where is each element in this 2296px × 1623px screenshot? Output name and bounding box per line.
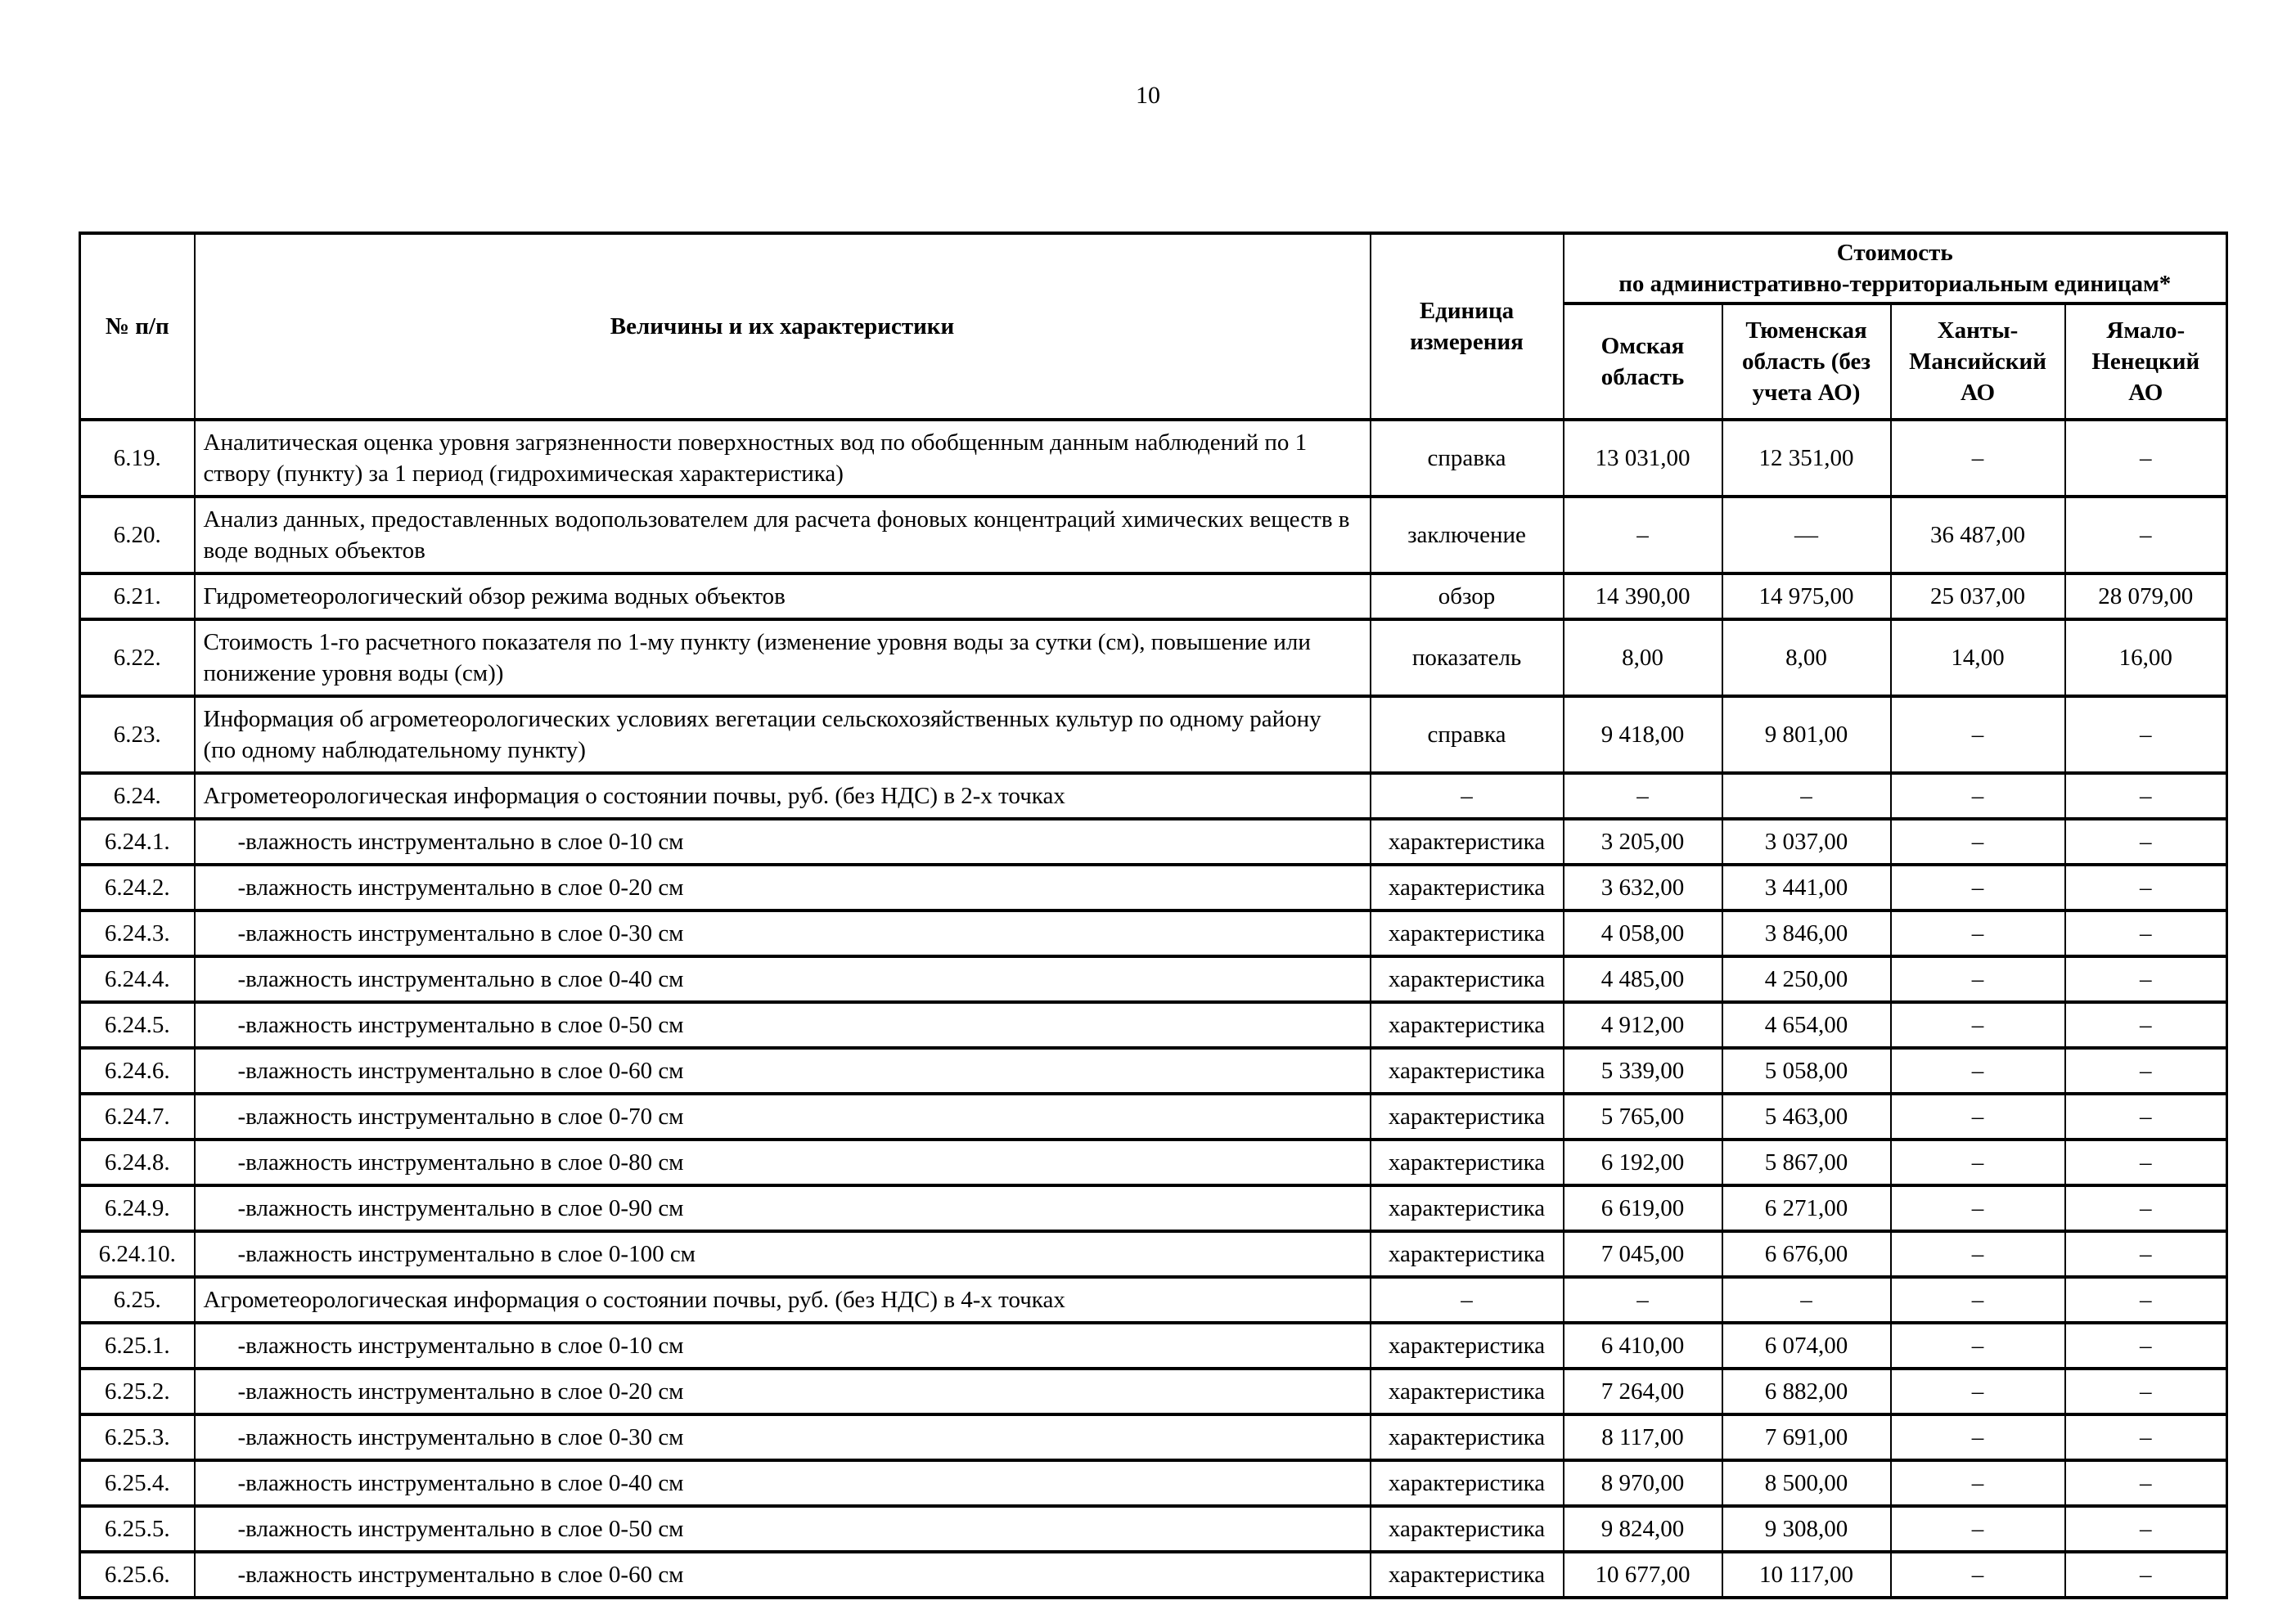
row-number-cell: 6.24.7. (80, 1094, 195, 1140)
value-cell-yamal: – (2065, 1231, 2227, 1277)
value-cell-yamal: – (2065, 1094, 2227, 1140)
header-desc-col: Величины и их характеристики (195, 233, 1371, 420)
value-cell-khanty: – (1891, 819, 2065, 865)
unit-cell: характеристика (1371, 1552, 1564, 1598)
description-cell: -влажность инструментально в слое 0-30 см (195, 1414, 1371, 1460)
value-cell-tyumen: 6 074,00 (1722, 1323, 1891, 1369)
table-row (80, 1277, 2227, 1323)
table-row (80, 1231, 2227, 1277)
table-row (80, 1460, 2227, 1506)
value-cell-khanty: – (1891, 1323, 2065, 1369)
header-region-tyumen: Тюменская область (без учета АО) (1722, 303, 1891, 420)
value-cell-omsk: 9 824,00 (1564, 1506, 1722, 1552)
value-cell-tyumen: — (1722, 497, 1891, 573)
unit-cell: характеристика (1371, 1506, 1564, 1552)
value-cell-yamal: – (2065, 497, 2227, 573)
value-cell-khanty: 25 037,00 (1891, 573, 2065, 619)
value-cell-khanty: – (1891, 1506, 2065, 1552)
value-cell-yamal: – (2065, 420, 2227, 497)
value-cell-yamal: – (2065, 1506, 2227, 1552)
description-cell: -влажность инструментально в слое 0-40 см (195, 1460, 1371, 1506)
row-number-cell: 6.23. (80, 696, 195, 773)
header-unit-col: Единица измерения (1371, 233, 1564, 420)
table-row (80, 819, 2227, 865)
value-cell-khanty: – (1891, 1552, 2065, 1598)
value-cell-omsk: – (1564, 497, 1722, 573)
value-cell-omsk: 3 632,00 (1564, 865, 1722, 910)
value-cell-yamal: – (2065, 1277, 2227, 1323)
table-row (80, 1552, 2227, 1598)
value-cell-khanty: – (1891, 956, 2065, 1002)
value-cell-tyumen: 4 654,00 (1722, 1002, 1891, 1048)
value-cell-yamal: – (2065, 1414, 2227, 1460)
value-cell-omsk: 6 410,00 (1564, 1323, 1722, 1369)
value-cell-tyumen: 12 351,00 (1722, 420, 1891, 497)
unit-cell: обзор (1371, 573, 1564, 619)
value-cell-khanty: 36 487,00 (1891, 497, 2065, 573)
unit-cell: характеристика (1371, 1414, 1564, 1460)
value-cell-khanty: 14,00 (1891, 619, 2065, 696)
header-region-yamal: Ямало-Ненецкий АО (2065, 303, 2227, 420)
value-cell-omsk: 6 619,00 (1564, 1185, 1722, 1231)
value-cell-tyumen: 3 846,00 (1722, 910, 1891, 956)
description-cell: -влажность инструментально в слое 0-50 см (195, 1506, 1371, 1552)
value-cell-omsk: – (1564, 1277, 1722, 1323)
value-cell-yamal: – (2065, 696, 2227, 773)
value-cell-yamal: – (2065, 1460, 2227, 1506)
row-number-cell: 6.19. (80, 420, 195, 497)
value-cell-khanty: – (1891, 1277, 2065, 1323)
value-cell-yamal: – (2065, 1552, 2227, 1598)
value-cell-omsk: 8,00 (1564, 619, 1722, 696)
value-cell-yamal: – (2065, 1140, 2227, 1185)
table-row (80, 1185, 2227, 1231)
value-cell-yamal: – (2065, 910, 2227, 956)
table-row (80, 1002, 2227, 1048)
unit-cell: – (1371, 1277, 1564, 1323)
value-cell-khanty: – (1891, 1414, 2065, 1460)
value-cell-tyumen: 3 037,00 (1722, 819, 1891, 865)
description-cell: -влажность инструментально в слое 0-10 см (195, 819, 1371, 865)
value-cell-khanty: – (1891, 1369, 2065, 1414)
value-cell-khanty: – (1891, 773, 2065, 819)
table-row (80, 1323, 2227, 1369)
unit-cell: характеристика (1371, 956, 1564, 1002)
value-cell-yamal: – (2065, 773, 2227, 819)
table-row (80, 865, 2227, 910)
unit-cell: характеристика (1371, 1185, 1564, 1231)
value-cell-yamal: – (2065, 819, 2227, 865)
unit-cell: характеристика (1371, 1002, 1564, 1048)
cost-group-title: Стоимость (1836, 240, 1953, 266)
row-number-cell: 6.24.4. (80, 956, 195, 1002)
value-cell-yamal: 28 079,00 (2065, 573, 2227, 619)
value-cell-khanty: – (1891, 865, 2065, 910)
value-cell-tyumen: 6 882,00 (1722, 1369, 1891, 1414)
value-cell-tyumen: 5 867,00 (1722, 1140, 1891, 1185)
description-cell: Информация об агрометеорологических условиях вегетации сельскохозяйственных культур по одному району (по одному наблюдательному пункту) (195, 696, 1371, 773)
value-cell-tyumen: 9 801,00 (1722, 696, 1891, 773)
description-cell: -влажность инструментально в слое 0-30 см (195, 910, 1371, 956)
unit-cell: характеристика (1371, 1460, 1564, 1506)
row-number-cell: 6.24.6. (80, 1048, 195, 1094)
unit-cell: показатель (1371, 619, 1564, 696)
value-cell-omsk: 5 765,00 (1564, 1094, 1722, 1140)
value-cell-omsk: 7 045,00 (1564, 1231, 1722, 1277)
value-cell-khanty: – (1891, 1231, 2065, 1277)
header-region-omsk: Омская область (1564, 303, 1722, 420)
row-number-cell: 6.20. (80, 497, 195, 573)
table-row (80, 573, 2227, 619)
value-cell-tyumen: 8,00 (1722, 619, 1891, 696)
value-cell-tyumen: 4 250,00 (1722, 956, 1891, 1002)
row-number-cell: 6.25. (80, 1277, 195, 1323)
value-cell-omsk: 7 264,00 (1564, 1369, 1722, 1414)
value-cell-omsk: 4 058,00 (1564, 910, 1722, 956)
table-row (80, 910, 2227, 956)
description-cell: -влажность инструментально в слое 0-70 см (195, 1094, 1371, 1140)
row-number-cell: 6.25.2. (80, 1369, 195, 1414)
row-number-cell: 6.24.8. (80, 1140, 195, 1185)
value-cell-tyumen: 3 441,00 (1722, 865, 1891, 910)
row-number-cell: 6.24.3. (80, 910, 195, 956)
description-cell: -влажность инструментально в слое 0-20 см (195, 1369, 1371, 1414)
unit-cell: справка (1371, 696, 1564, 773)
row-number-cell: 6.24.9. (80, 1185, 195, 1231)
row-number-cell: 6.25.3. (80, 1414, 195, 1460)
unit-cell: характеристика (1371, 1323, 1564, 1369)
value-cell-yamal: – (2065, 1369, 2227, 1414)
value-cell-khanty: – (1891, 1185, 2065, 1231)
value-cell-omsk: 5 339,00 (1564, 1048, 1722, 1094)
unit-cell: характеристика (1371, 1231, 1564, 1277)
description-cell: Анализ данных, предоставленных водопользователем для расчета фоновых концентраций химических веществ в воде водных объектов (195, 497, 1371, 573)
unit-cell: характеристика (1371, 1140, 1564, 1185)
value-cell-khanty: – (1891, 420, 2065, 497)
row-number-cell: 6.24.1. (80, 819, 195, 865)
value-cell-yamal: – (2065, 1185, 2227, 1231)
value-cell-tyumen: 14 975,00 (1722, 573, 1891, 619)
description-cell: -влажность инструментально в слое 0-20 см (195, 865, 1371, 910)
cost-group-subtitle: по административно-территориальным единицам* (1618, 271, 2172, 297)
row-number-cell: 6.24.2. (80, 865, 195, 910)
description-cell: -влажность инструментально в слое 0-80 см (195, 1140, 1371, 1185)
value-cell-omsk: 13 031,00 (1564, 420, 1722, 497)
value-cell-khanty: – (1891, 1094, 2065, 1140)
description-cell: -влажность инструментально в слое 0-60 см (195, 1048, 1371, 1094)
table-row (80, 619, 2227, 696)
table-row (80, 497, 2227, 573)
value-cell-omsk: 6 192,00 (1564, 1140, 1722, 1185)
unit-cell: характеристика (1371, 1369, 1564, 1414)
value-cell-tyumen: 6 676,00 (1722, 1231, 1891, 1277)
value-cell-omsk: 9 418,00 (1564, 696, 1722, 773)
description-cell: Стоимость 1-го расчетного показателя по 1-му пункту (изменение уровня воды за сутки (см), повышение или понижение уровня воды (см)) (195, 619, 1371, 696)
header-num-col: № п/п (80, 233, 195, 420)
table-row (80, 696, 2227, 773)
value-cell-khanty: – (1891, 1140, 2065, 1185)
table-row (80, 420, 2227, 497)
value-cell-omsk: 4 912,00 (1564, 1002, 1722, 1048)
row-number-cell: 6.25.1. (80, 1323, 195, 1369)
value-cell-yamal: – (2065, 1048, 2227, 1094)
table-row (80, 773, 2227, 819)
value-cell-khanty: – (1891, 696, 2065, 773)
table-row (80, 1369, 2227, 1414)
row-number-cell: 6.24.5. (80, 1002, 195, 1048)
description-cell: -влажность инструментально в слое 0-50 см (195, 1002, 1371, 1048)
page-number: 10 (1136, 82, 1160, 109)
table-body (80, 420, 2227, 1598)
description-cell: -влажность инструментально в слое 0-10 см (195, 1323, 1371, 1369)
value-cell-omsk: 10 677,00 (1564, 1552, 1722, 1598)
row-number-cell: 6.25.4. (80, 1460, 195, 1506)
description-cell: Гидрометеорологический обзор режима водных объектов (195, 573, 1371, 619)
value-cell-tyumen: 5 058,00 (1722, 1048, 1891, 1094)
value-cell-omsk: 4 485,00 (1564, 956, 1722, 1002)
value-cell-yamal: – (2065, 1002, 2227, 1048)
value-cell-omsk: 14 390,00 (1564, 573, 1722, 619)
value-cell-tyumen: 5 463,00 (1722, 1094, 1891, 1140)
row-number-cell: 6.25.6. (80, 1552, 195, 1598)
description-cell: -влажность инструментально в слое 0-40 см (195, 956, 1371, 1002)
unit-cell: характеристика (1371, 1094, 1564, 1140)
value-cell-tyumen: 10 117,00 (1722, 1552, 1891, 1598)
value-cell-yamal: – (2065, 956, 2227, 1002)
value-cell-tyumen: 7 691,00 (1722, 1414, 1891, 1460)
description-cell: -влажность инструментально в слое 0-90 см (195, 1185, 1371, 1231)
header-cost-group (1564, 233, 2227, 303)
row-number-cell: 6.22. (80, 619, 195, 696)
value-cell-omsk: – (1564, 773, 1722, 819)
value-cell-yamal: – (2065, 865, 2227, 910)
table-row (80, 1048, 2227, 1094)
value-cell-yamal: – (2065, 1323, 2227, 1369)
unit-cell: характеристика (1371, 910, 1564, 956)
value-cell-tyumen: 6 271,00 (1722, 1185, 1891, 1231)
unit-cell: характеристика (1371, 865, 1564, 910)
table-row (80, 956, 2227, 1002)
value-cell-tyumen: – (1722, 1277, 1891, 1323)
value-cell-omsk: 8 117,00 (1564, 1414, 1722, 1460)
value-cell-khanty: – (1891, 1460, 2065, 1506)
value-cell-khanty: – (1891, 1048, 2065, 1094)
table-row (80, 1506, 2227, 1552)
row-number-cell: 6.25.5. (80, 1506, 195, 1552)
description-cell: Агрометеорологическая информация о состоянии почвы, руб. (без НДС) в 4-х точках (195, 1277, 1371, 1323)
value-cell-khanty: – (1891, 910, 2065, 956)
table-row (80, 1414, 2227, 1460)
row-number-cell: 6.24.10. (80, 1231, 195, 1277)
description-cell: Аналитическая оценка уровня загрязненности поверхностных вод по обобщенным данным наблюдений по 1 створу (пункту) за 1 период (гидрохимическая характеристика) (195, 420, 1371, 497)
value-cell-omsk: 8 970,00 (1564, 1460, 1722, 1506)
price-table (79, 232, 2228, 1599)
value-cell-omsk: 3 205,00 (1564, 819, 1722, 865)
row-number-cell: 6.21. (80, 573, 195, 619)
description-cell: Агрометеорологическая информация о состоянии почвы, руб. (без НДС) в 2-х точках (195, 773, 1371, 819)
unit-cell: справка (1371, 420, 1564, 497)
value-cell-tyumen: 9 308,00 (1722, 1506, 1891, 1552)
value-cell-khanty: – (1891, 1002, 2065, 1048)
value-cell-tyumen: 8 500,00 (1722, 1460, 1891, 1506)
unit-cell: – (1371, 773, 1564, 819)
value-cell-tyumen: – (1722, 773, 1891, 819)
table-row (80, 1140, 2227, 1185)
table-row (80, 1094, 2227, 1140)
unit-cell: характеристика (1371, 819, 1564, 865)
value-cell-yamal: 16,00 (2065, 619, 2227, 696)
unit-cell: заключение (1371, 497, 1564, 573)
header-region-khanty: Ханты-Мансийский АО (1891, 303, 2065, 420)
header-row-top (80, 233, 2227, 303)
row-number-cell: 6.24. (80, 773, 195, 819)
description-cell: -влажность инструментально в слое 0-60 см (195, 1552, 1371, 1598)
description-cell: -влажность инструментально в слое 0-100 см (195, 1231, 1371, 1277)
unit-cell: характеристика (1371, 1048, 1564, 1094)
